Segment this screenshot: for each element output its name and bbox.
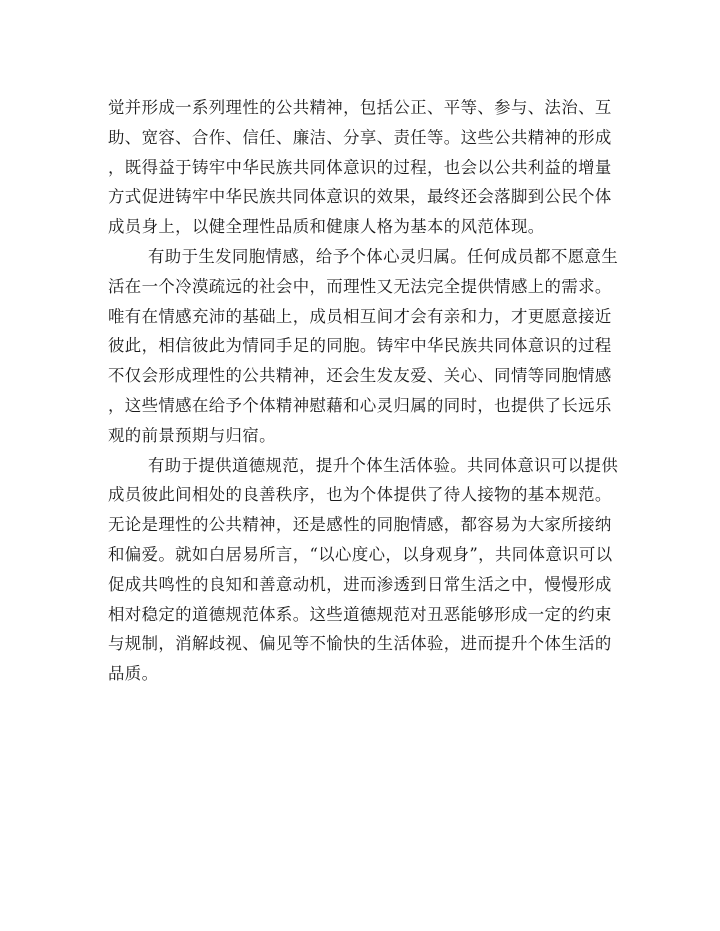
text-line: 有助于提供道德规范，提升个体生活体验。共同体意识可以提供: [148, 455, 619, 475]
text-line: 相对稳定的道德规范体系。这些道德规范对丑恶能够形成一定的约束: [108, 604, 612, 624]
text-line: 有助于生发同胞情感，给予个体心灵归属。任何成员都不愿意生: [148, 246, 619, 266]
text-line: 观的前景预期与归宿。: [108, 425, 276, 445]
text-line: 和偏爱。就如白居易所言，“以心度心，以身观身”，共同体意识可以: [108, 544, 613, 564]
text-line: 觉并形成一系列理性的公共精神，包括公正、平等、参与、法治、互: [108, 98, 612, 117]
text-line: 活在一个冷漠疏远的社会中，而理性又无法完全提供情感上的需求。: [108, 276, 612, 296]
text-line: 无论是理性的公共精神，还是感性的同胞情感，都容易为大家所接纳: [108, 515, 612, 535]
text-line: 与规制，消解歧视、偏见等不愉快的生活体验，进而提升个体生活的: [108, 634, 612, 654]
paragraph-public-spirit: [108, 93, 613, 242]
text-line: 唯有在情感充沛的基础上，成员相互间才会有亲和力，才更愿意接近: [108, 306, 612, 326]
text-line: 品质。: [108, 664, 159, 684]
text-line: 成员身上，以健全理性品质和健康人格为基本的风范体现。: [108, 217, 545, 237]
paragraph-compatriot-emotion: [108, 242, 619, 451]
text-line: 促成共鸣性的良知和善意动机，进而渗透到日常生活之中，慢慢形成: [108, 574, 612, 594]
text-line: 助、宽容、合作、信任、廉洁、分享、责任等。这些公共精神的形成: [108, 127, 612, 147]
text-line: ，这些情感在给予个体精神慰藉和心灵归属的同时，也提供了长远乐: [108, 395, 612, 415]
text-line: ，既得益于铸牢中华民族共同体意识的过程，也会以公共利益的增量: [108, 157, 612, 177]
text-line: 成员彼此间相处的良善秩序，也为个体提供了待人接物的基本规范。: [108, 485, 612, 505]
paragraph-moral-norms: [108, 451, 619, 689]
text-line: 彼此，相信彼此为情同手足的同胞。铸牢中华民族共同体意识的过程: [108, 336, 612, 356]
document-body: [108, 93, 619, 689]
text-line: 方式促进铸牢中华民族共同体意识的效果，最终还会落脚到公民个体: [108, 187, 612, 207]
text-line: 不仅会形成理性的公共精神，还会生发友爱、关心、同情等同胞情感: [108, 366, 612, 386]
